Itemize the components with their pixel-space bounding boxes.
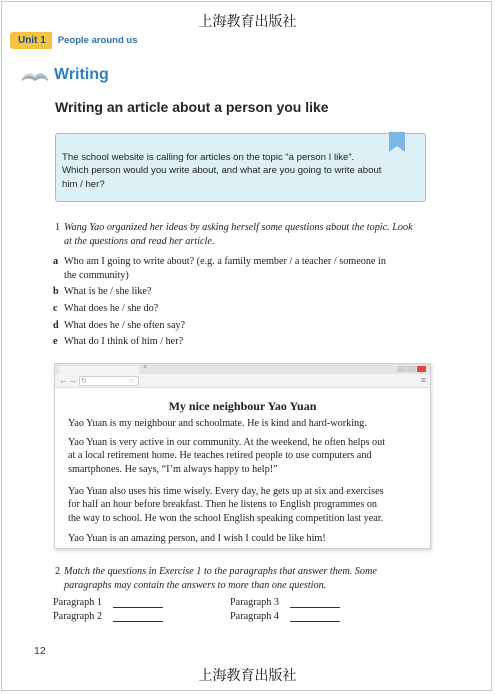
unit-title: People around us [57, 34, 138, 46]
exercise-text: Match the questions in Exercise 1 to the paragraphs that answer them. Some [64, 566, 377, 577]
prompt-text [62, 151, 420, 191]
question-text: Who am I going to write about? (e.g. a family member / a teacher / someone in [64, 256, 386, 267]
question-letter: d [53, 320, 59, 331]
question-text: What is he / she like? [64, 286, 152, 297]
prompt-line: him / her? [62, 178, 105, 190]
article-line: Yao Yuan is very active in our community. At the weekend, he often helps out [68, 437, 386, 448]
exercise-number: 1 [55, 222, 61, 233]
article-paragraph-1 [68, 417, 424, 430]
article-paragraph-4 [68, 532, 424, 545]
prompt-line: Which person would you write about, and what are you going to write about [62, 165, 382, 177]
article-line: Yao Yuan is my neighbour and schoolmate. He is kind and hard-working. [68, 418, 367, 429]
article-paragraph-2 [68, 436, 424, 476]
paragraph-1-label: Paragraph 1 [53, 597, 102, 608]
unit-tab [10, 31, 138, 49]
article-line: smartphones. He says, “I’m always happy to help!” [68, 463, 278, 475]
open-book-icon [20, 67, 50, 83]
refresh-icon[interactable]: ↻ [81, 378, 87, 385]
article-paragraph-3 [68, 485, 424, 525]
article-line: at a local retirement home. He teaches retired people to use computers and [68, 450, 372, 462]
publisher-footer: 上海教育出版社 [198, 668, 297, 684]
browser-tab[interactable] [59, 366, 139, 374]
browser-tab-bar [55, 364, 430, 374]
menu-icon[interactable]: ≡ [420, 375, 426, 385]
address-bar[interactable] [79, 376, 139, 386]
question-text: What does he / she do? [64, 303, 159, 314]
article-line: for half an hour before breakfast. Then he listens to English programmes on [68, 499, 378, 511]
article-line: Yao Yuan is an amazing person, and I wish I could be like him! [68, 533, 326, 544]
page-number: 12 [34, 645, 46, 657]
browser-nav-bar [55, 374, 430, 388]
question-letter: a [53, 256, 59, 267]
exercise-text: at the questions and read her article. [64, 236, 215, 247]
article-line: Yao Yuan also uses his time wisely. Every day, he gets up at six and exercises [68, 486, 384, 497]
browser-window [54, 363, 431, 549]
paragraph-4-label: Paragraph 4 [230, 611, 279, 622]
paragraph-2-answer-blank[interactable] [113, 621, 163, 622]
section-title: Writing [54, 66, 109, 83]
tab-close-icon[interactable]: × [143, 364, 148, 371]
back-arrow-icon[interactable]: ← [59, 375, 68, 385]
question-letter: b [53, 286, 59, 297]
exercise-number: 2 [55, 566, 61, 577]
section-heading [20, 66, 109, 84]
article-line: the way to school. He won the school English speaking competition last year. [68, 512, 384, 524]
paragraph-4-answer-blank[interactable] [290, 621, 340, 622]
star-icon[interactable]: ☆ [128, 378, 135, 385]
question-text: the community) [64, 270, 129, 281]
paragraph-3-answer-blank[interactable] [290, 607, 340, 608]
exercise-text: Wang Yao organized her ideas by asking herself some questions about the topic. Look [64, 222, 413, 233]
paragraph-1-answer-blank[interactable] [113, 607, 163, 608]
window-close-icon[interactable] [417, 366, 426, 372]
question-text: What does he / she often say? [64, 320, 186, 331]
exercise-text: paragraphs may contain the answers to more than one question. [64, 580, 327, 591]
question-letter: c [53, 303, 58, 314]
paragraph-3-label: Paragraph 3 [230, 597, 279, 608]
forward-arrow-icon[interactable]: → [68, 375, 77, 385]
paragraph-2-label: Paragraph 2 [53, 611, 102, 622]
lesson-subtitle: Writing an article about a person you like [55, 99, 329, 115]
minimize-icon[interactable] [397, 366, 406, 372]
publisher-header: 上海教育出版社 [198, 14, 297, 30]
prompt-box [55, 133, 426, 202]
prompt-line: The school website is calling for articles on the topic “a person I like”. [62, 152, 355, 163]
question-text: What do I think of him / her? [64, 336, 184, 347]
article-title: My nice neighbour Yao Yuan [168, 399, 317, 413]
question-letter: e [53, 336, 58, 347]
maximize-icon[interactable] [407, 366, 416, 372]
unit-badge: Unit 1 [10, 32, 52, 49]
